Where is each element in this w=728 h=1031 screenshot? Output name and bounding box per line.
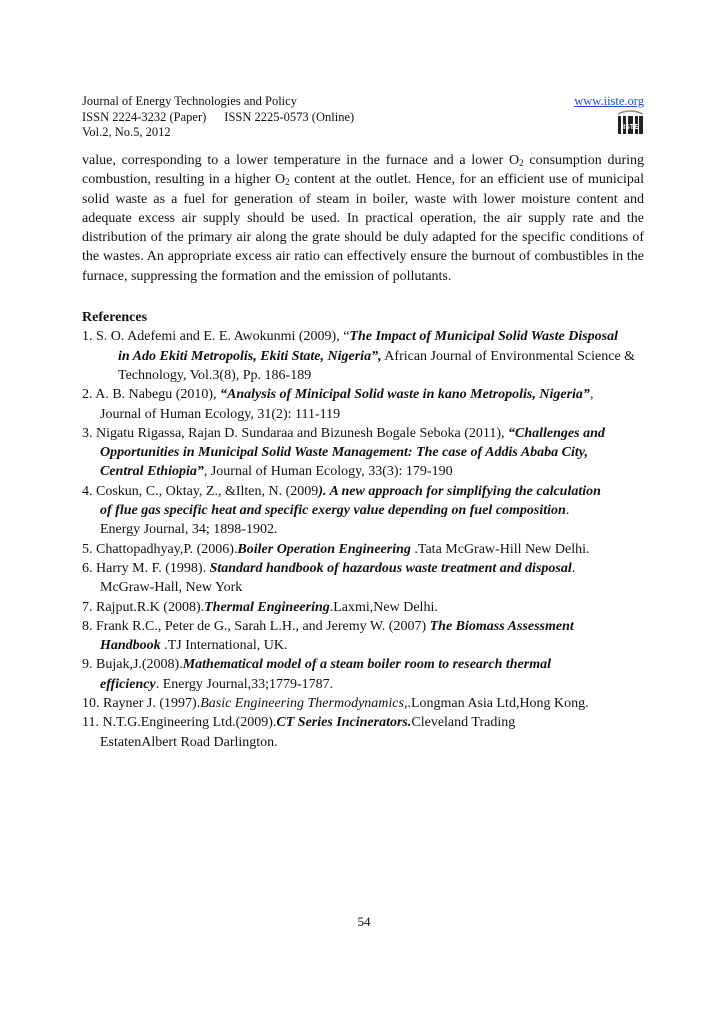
issn-paper: ISSN 2224-3232 (Paper) — [82, 109, 207, 124]
issn-online: ISSN 2225-0573 (Online) — [224, 109, 355, 124]
page-header — [82, 94, 644, 141]
reference-item: 11. N.T.G.Engineering Ltd.(2009).CT Series Incinerators.Cleveland Trading EstatenAlbert Road Darlington. — [82, 715, 516, 750]
reference-item: 3. Nigatu Rigassa, Rajan D. Sundaraa and Bizunesh Bogale Seboka (2011), “Challenges and Opportunities in Municipal Solid Waste Management: The case of Addis Ababa City, Central Ethiopia”, Journal of Human Ecology, 33(3): 179-190 — [82, 425, 605, 480]
page-number: 54 — [357, 914, 371, 929]
volume-info: Vol.2, No.5, 2012 — [82, 125, 171, 139]
journal-url-link[interactable]: www.iiste.org — [574, 94, 644, 108]
logo-text: IISTE — [621, 124, 639, 131]
reference-item: 7. Rajput.R.K (2008).Thermal Engineering.Laxmi,New Delhi. — [82, 599, 438, 615]
reference-item: 1. S. O. Adefemi and E. E. Awokunmi (2009), “The Impact of Municipal Solid Waste Disposal in Ado Ekiti Metropolis, Ekiti State, Nigeria”, African Journal of Environmental Science & Technology, Vol.3(8), Pp. 186-189 — [82, 329, 636, 383]
iiste-logo — [616, 110, 644, 136]
reference-item: 8. Frank R.C., Peter de G., Sarah L.H., and Jeremy W. (2007) The Biomass Assessment Handbook .TJ International, UK. — [82, 618, 574, 654]
reference-item: 4. Coskun, C., Oktay, Z., &Ilten, N. (2009). A new approach for simplifying the calculation of flue gas specific heat and specific exergy value depending on fuel composition. Energy Journal, 34; 1898-1902. — [82, 483, 601, 538]
page-content — [82, 151, 644, 752]
reference-item: 5. Chattopadhyay,P. (2006).Boiler Operation Engineering .Tata McGraw-Hill New Delhi. — [82, 541, 590, 557]
reference-item: 2. A. B. Nabegu (2010), “Analysis of Minicipal Solid waste in kano Metropolis, Nigeria”, Journal of Human Ecology, 31(2): 111-119 — [82, 387, 594, 422]
journal-title: Journal of Energy Technologies and Policy — [82, 94, 297, 108]
body-paragraph: value, corresponding to a lower temperature in the furnace and a lower $O_2$ consumption during combustion, resulting in a higher $O_2$ content at the outlet. Hence, for an efficient use of municipal solid waste as a fuel for generation of steam in boiler, waste with lower moisture content and adequate excess air supply should be used. In practical operation, the air supply rate and the distribution of the primary air along the grate should be duly adapted for the specific conditions of the wastes. An appropriate excess air ratio can effectively ensure the burnout of combustibles in the furnace, suppressing the formation and the emission of pollutants. — [82, 153, 644, 284]
reference-item: 6. Harry M. F. (1998). Standard handbook of hazardous waste treatment and disposal. McGraw-Hall, New York — [82, 560, 576, 596]
reference-item: 9. Bujak,J.(2008).Mathematical model of a steam boiler room to research thermal efficiency. Energy Journal,33;1779-1787. — [82, 657, 551, 692]
reference-item: 10. Rayner J. (1997).Basic Engineering Thermodynamics,.Longman Asia Ltd,Hong Kong. — [82, 696, 589, 712]
references-heading: References — [82, 310, 148, 326]
